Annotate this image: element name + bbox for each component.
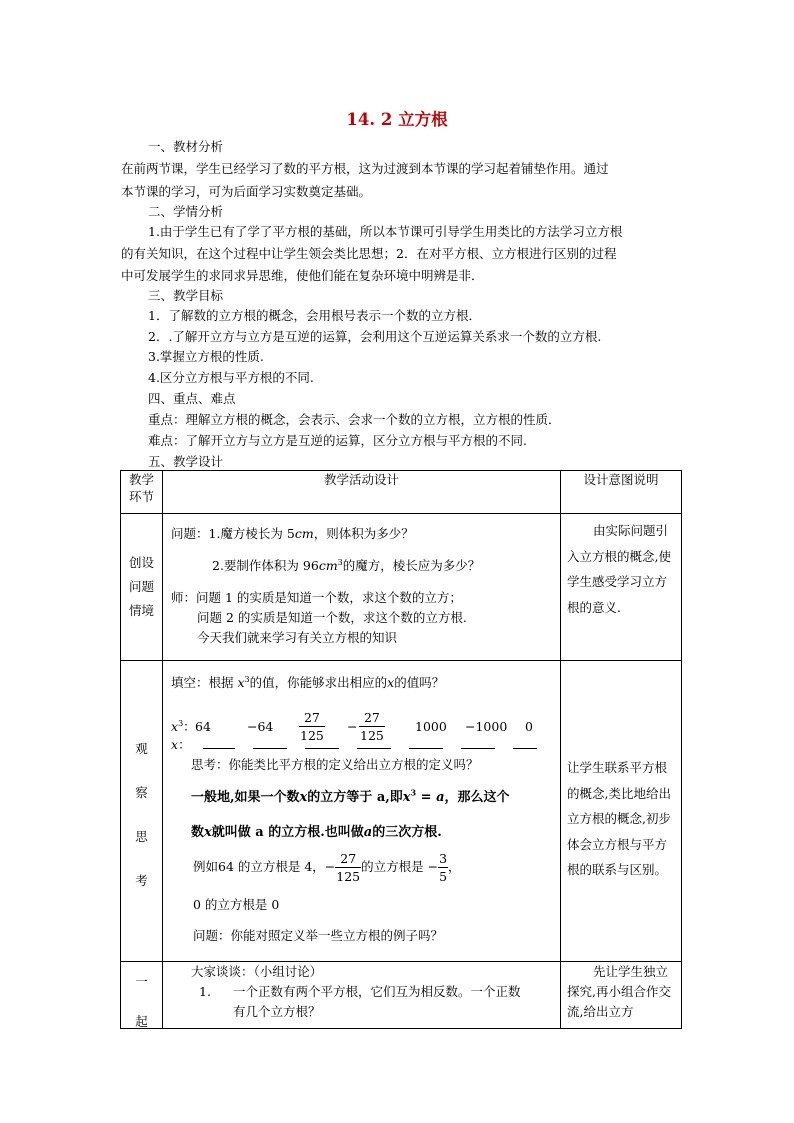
section-1-text: 本节课的学习，可为后面学习实数奠定基础。	[121, 184, 372, 199]
stage-label: 观 察 思 考	[121, 661, 163, 962]
section-2-text: 的有关知识，在这个过程中让学生领会类比思想；2．在对平方根、立方根进行区别的过程	[121, 246, 617, 261]
page-title: 14. 2 立方根	[346, 110, 448, 129]
section-1-text: 在前两节课，学生已经学习了数的平方根，这为过渡到本节课的学习起着铺垫作用。通过	[121, 161, 609, 176]
table-row	[121, 962, 682, 1029]
cube-values-row: $x^3$： 64 −64 $\frac{27}{125}$ − $\frac{27}{125}$ 1000 −1000 0	[171, 710, 533, 743]
section-2-text: 1.由于学生已有了学了平方根的基础，所以本节课可引导学生用类比的方法学习立方根	[148, 224, 623, 239]
section-2-text: 中可发展学生的求同求异思维，使他们能在复杂环境中明辨是非．	[121, 268, 484, 283]
question-number: 1.	[199, 984, 211, 999]
header-activity: 教学活动设计	[163, 471, 561, 514]
activity-cell	[163, 962, 561, 1029]
goal-item: 1．了解数的立方根的概念，会用根号表示一个数的立方根．	[148, 308, 481, 323]
discussion-prompt: 大家谈谈：（小组讨论）	[191, 964, 323, 979]
teacher-text: 今天我们就来学习有关立方根的知识	[197, 630, 398, 645]
table-row	[121, 514, 682, 661]
root-blanks-row: x：	[171, 737, 537, 753]
table-row	[121, 661, 682, 962]
definition-line-1: 一般地,如果一个数x的立方等于 a,即$x^3 = a$，那么这个	[191, 787, 510, 805]
teaching-design-table	[120, 470, 682, 1029]
example-line: 例如64 的立方根是 4，− $\frac{27}{125}$ 的立方根是 − $\frac{3}{5}$ ，	[193, 851, 461, 884]
definition-line-2: 数x就叫做 a 的立方根.也叫做a的三次方根.	[191, 825, 442, 840]
intent-cell: 先让学生独立探究,再小组合作交流,给出立方	[561, 962, 682, 1029]
section-heading-5: 五、教学设计	[148, 454, 224, 469]
fill-blank-prompt: 填空：根据 $x^3$的值，你能够求出相应的x的值吗？	[171, 674, 445, 690]
difficult-point: 难点：了解开立方与立方是互逆的运算，区分立方根与平方根的不同.	[148, 433, 527, 448]
discussion-question: 有几个立方根？	[233, 1004, 321, 1019]
example-zero: 0 的立方根是 0	[193, 897, 280, 912]
section-heading-2: 二、学情分析	[148, 204, 224, 219]
teacher-text: 师：问题 1 的实质是知道一个数，求这个数的立方；	[171, 590, 462, 605]
discussion-question: 一个正数有两个平方根，它们互为相反数。一个正数	[233, 984, 521, 999]
key-point: 重点：理解立方根的概念，会表示、会求一个数的立方根，立方根的性质．	[148, 412, 561, 427]
activity-cell	[163, 661, 561, 962]
think-question: 思考：你能类比平方根的定义给出立方根的定义吗？	[191, 757, 479, 772]
example-question: 问题：你能对照定义举一些立方根的例子吗？	[193, 928, 444, 943]
activity-cell	[163, 514, 561, 661]
stage-label: 创设 问题 情境	[121, 514, 163, 661]
teacher-text: 问题 2 的实质是知道一个数，求这个数的立方根.	[197, 610, 467, 625]
section-heading-1: 一、教材分析	[148, 139, 224, 154]
problem-2: 2.要制作体积为 $96cm^3$的魔方，棱长应为多少？	[212, 557, 481, 573]
goal-item: 4.区分立方根与平方根的不同.	[148, 370, 314, 385]
stage-label: 一 起	[121, 962, 163, 1029]
goal-item: 2．.了解开立方与立方是互逆的运算，会利用这个互逆运算关系求一个数的立方根.	[148, 329, 602, 344]
intent-cell: 让学生联系平方根的概念,类比地给出立方根的概念,初步体会立方根与平方根的联系与区别。	[561, 661, 682, 962]
table-header-row	[121, 471, 682, 514]
goal-item: 3.掌握立方根的性质.	[148, 349, 264, 364]
header-stage: 教学 环节	[121, 471, 163, 514]
intent-cell: 由实际问题引入立方根的概念,使学生感受学习立方根的意义.	[561, 514, 682, 661]
header-intent: 设计意图说明	[561, 471, 682, 514]
problem-1: 问题：1.魔方棱长为 5cm，则体积为多少？	[171, 526, 414, 541]
section-heading-4: 四、重点、难点	[148, 391, 236, 406]
section-heading-3: 三、教学目标	[148, 288, 224, 303]
